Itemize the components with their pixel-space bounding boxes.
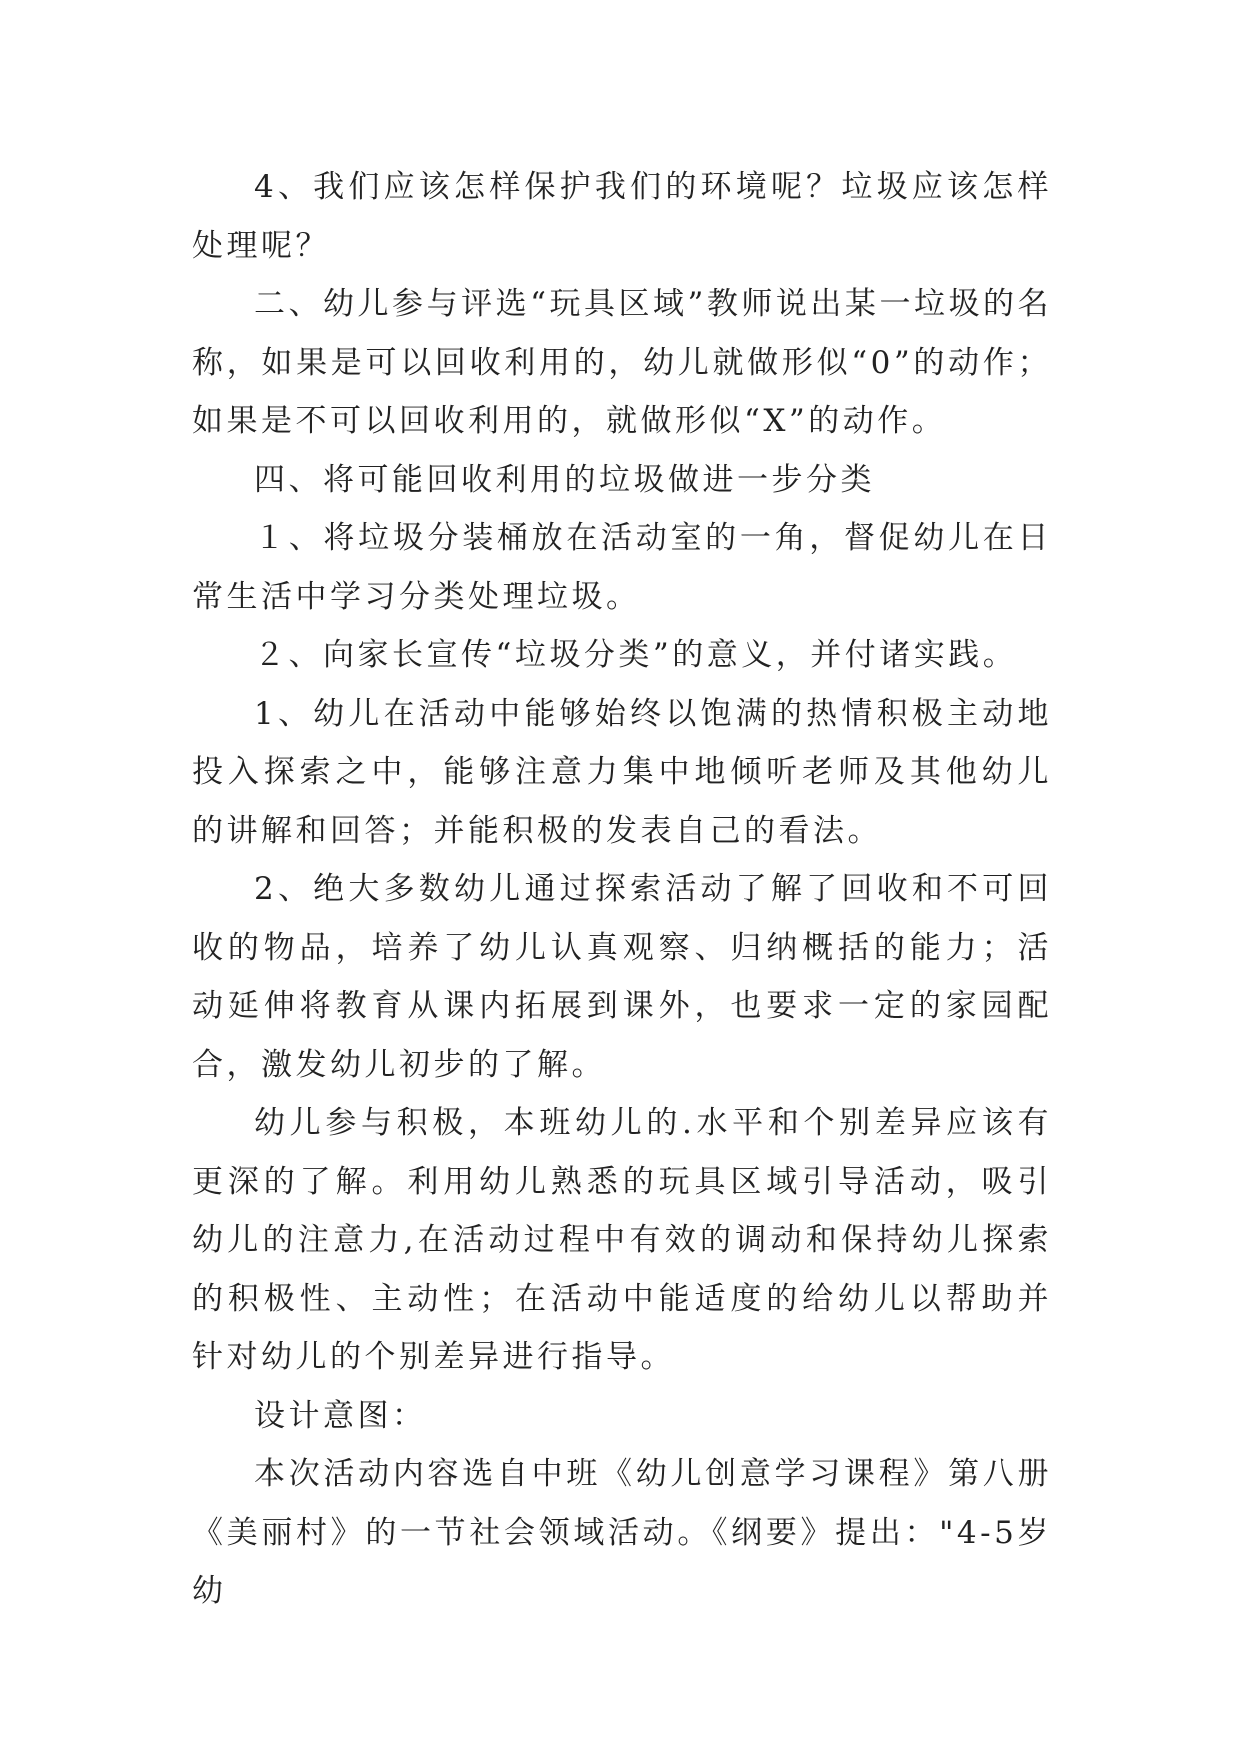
paragraph: １、将垃圾分装桶放在活动室的一角，督促幼儿在日常生活中学习分类处理垃圾。 — [192, 520, 1052, 615]
paragraph: 二、幼儿参与评选“玩具区域”教师说出某一垃圾的名称，如果是可以回收利用的，幼儿就做形似“0”的动作；如果是不可以回收利用的，就做形似“X”的动作。 — [192, 286, 1052, 439]
paragraph: 1、幼儿在活动中能够始终以饱满的热情积极主动地投入探索之中，能够注意力集中地倾听老师及其他幼儿的讲解和回答；并能积极的发表自己的看法。 — [192, 695, 1052, 849]
paragraph: 幼儿参与积极，本班幼儿的.水平和个别差异应该有更深的了解。利用幼儿熟悉的玩具区域引导活动，吸引幼儿的注意力,在活动过程中有效的调动和保持幼儿探索的积极性、主动性；在活动中能适度的给幼儿以帮助并针对幼儿的个别差异进行指导。 — [192, 1105, 1052, 1375]
paragraph: 本次活动内容选自中班《幼儿创意学习课程》第八册《美丽村》的一节社会领域活动。《纲要》提出："4-5岁幼 — [192, 1456, 1052, 1609]
paragraph: 2、绝大多数幼儿通过探索活动了解了回收和不可回收的物品，培养了幼儿认真观察、归纳概括的能力；活动延伸将教育从课内拓展到课外，也要求一定的家园配合，激发幼儿初步的了解。 — [192, 871, 1052, 1083]
paragraph: 4、我们应该怎样保护我们的环境呢？垃圾应该怎样处理呢？ — [192, 169, 1052, 264]
paragraph: 四、将可能回收利用的垃圾做进一步分类 — [254, 461, 875, 498]
document-body — [192, 158, 1052, 1621]
paragraph: 设计意图： — [254, 1397, 427, 1434]
paragraph: ２、向家长宣传“垃圾分类”的意义，并付诸实践。 — [254, 637, 1018, 673]
